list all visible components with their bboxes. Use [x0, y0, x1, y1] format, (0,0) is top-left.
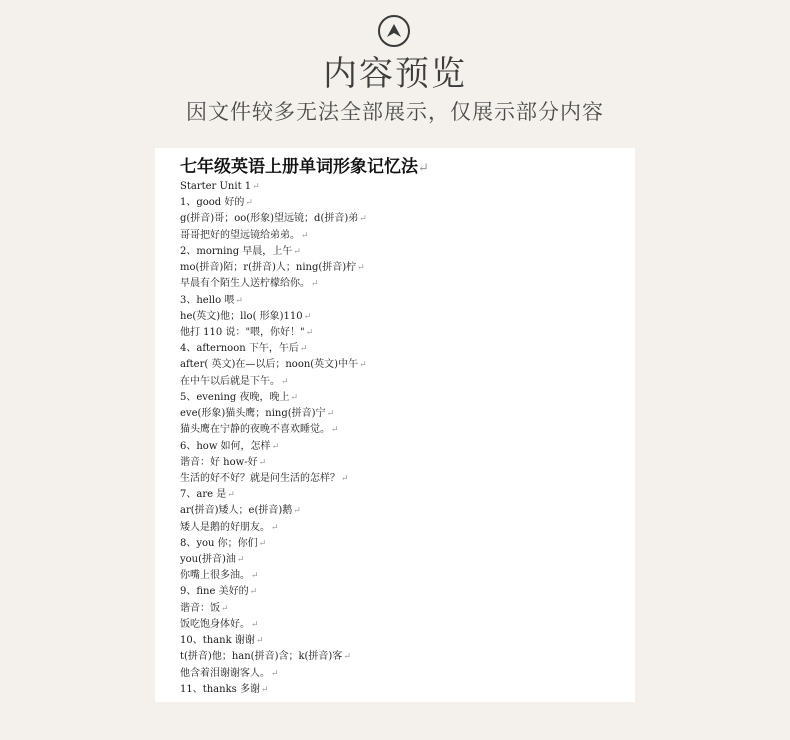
line-text: 他打 110 说："喂，你好！" — [180, 326, 305, 338]
document-line — [180, 325, 367, 341]
paragraph-mark: ↵ — [227, 490, 235, 501]
document-line — [180, 309, 367, 325]
paragraph-mark: ↵ — [301, 230, 309, 241]
document-line — [180, 179, 367, 195]
line-text: 饭吃饱身体好。 — [180, 618, 250, 630]
line-text: ar(拼音)矮人；e(拼音)鹅 — [180, 505, 293, 517]
document-body — [180, 179, 367, 698]
document-line — [180, 682, 367, 698]
document-line — [180, 633, 367, 649]
paragraph-mark: ↵ — [245, 198, 253, 209]
document-line — [180, 406, 367, 422]
paragraph-mark: ↵ — [359, 214, 367, 225]
line-text: 早晨有个陌生人送柠檬给你。 — [180, 278, 310, 290]
document-line — [180, 422, 367, 438]
document-line — [180, 601, 367, 617]
line-text: 矮人是鹅的好朋友。 — [180, 521, 270, 533]
document-line — [180, 552, 367, 568]
paragraph-mark: ↵ — [251, 619, 259, 630]
page-subtitle: 因文件较多无法全部展示，仅展示部分内容 — [186, 100, 604, 124]
document-line — [180, 520, 367, 536]
document-line — [180, 536, 367, 552]
document-line — [180, 568, 367, 584]
document-line — [180, 617, 367, 633]
paragraph-mark: ↵ — [271, 668, 279, 679]
paragraph-mark: ↵ — [271, 441, 280, 452]
document-line — [180, 341, 367, 357]
paragraph-mark: ↵ — [303, 311, 312, 322]
document-line — [180, 584, 367, 600]
line-text: 9、fine 美好的 — [180, 586, 249, 598]
line-text: you(拼音)油 — [180, 554, 236, 566]
line-text: 他含着泪谢谢客人。 — [180, 667, 270, 679]
line-text: 7、are 是 — [180, 489, 227, 501]
document-line — [180, 228, 367, 244]
paragraph-mark: ↵ — [290, 392, 299, 403]
line-text: 2、morning 早晨，上午 — [180, 245, 293, 257]
paragraph-mark: ↵ — [326, 409, 335, 420]
document-line — [180, 439, 367, 455]
paragraph-mark: ↵ — [311, 279, 319, 290]
arrow-up-icon — [384, 21, 404, 41]
paragraph-mark: ↵ — [293, 506, 301, 517]
document-line — [180, 357, 367, 373]
paragraph-mark: ↵ — [299, 344, 308, 355]
document-line — [180, 244, 367, 260]
line-text: 8、you 你；你们 — [180, 537, 258, 549]
document-line — [180, 649, 367, 665]
line-text: Starter Unit 1 — [180, 181, 252, 192]
page-title: 内容预览 — [323, 54, 467, 94]
document-title: 七年级英语上册单词形象记忆法↵ — [180, 157, 429, 177]
line-text: 谐音：好 how-好 — [180, 456, 258, 468]
line-text: after( 英文)在—以后；noon(英文)中午 — [180, 359, 359, 371]
paragraph-mark: ↵ — [255, 636, 264, 647]
paragraph-mark: ↵ — [331, 425, 339, 436]
paragraph-mark: ↵ — [305, 327, 314, 338]
paragraph-mark: ↵ — [359, 360, 367, 371]
paragraph-mark: ↵ — [252, 182, 260, 192]
line-text: 你嘴上很多油。 — [180, 570, 250, 582]
line-text: 谐音：饭 — [180, 602, 220, 614]
document-line — [180, 666, 367, 682]
line-text: 3、hello 喂 — [180, 294, 235, 306]
line-text: 11、thanks 多谢 — [180, 683, 260, 695]
line-text: 哥哥把好的望远镜给弟弟。 — [180, 229, 300, 241]
line-text: mo(拼音)陌；r(拼音)人；ning(拼音)柠 — [180, 262, 357, 274]
document-line — [180, 503, 367, 519]
paragraph-mark: ↵ — [271, 522, 279, 533]
document-line — [180, 276, 367, 292]
paragraph-mark: ↵ — [221, 603, 229, 614]
line-text: t(拼音)他；han(拼音)含；k(拼音)客 — [180, 651, 343, 663]
line-text: 6、how 如何，怎样 — [180, 440, 271, 452]
paragraph-mark: ↵ — [357, 263, 365, 274]
line-text: 10、thank 谢谢 — [180, 635, 255, 647]
paragraph-mark: ↵ — [341, 473, 349, 484]
paragraph-mark: ↵ — [258, 457, 267, 468]
document-line — [180, 487, 367, 503]
document-line — [180, 374, 367, 390]
line-text: g(拼音)哥；oo(形象)望远镜；d(拼音)弟 — [180, 213, 359, 225]
document-line — [180, 195, 367, 211]
document-line — [180, 293, 367, 309]
document-line — [180, 211, 367, 227]
logo-icon — [378, 15, 410, 47]
line-text: 1、good 好的 — [180, 197, 245, 209]
paragraph-mark: ↵ — [293, 246, 301, 257]
document-line — [180, 471, 367, 487]
document-preview — [155, 148, 635, 702]
paragraph-mark: ↵ — [236, 555, 245, 566]
line-text: he(英文)他；llo( 形象)110 — [180, 310, 303, 322]
document-line — [180, 455, 367, 471]
paragraph-mark: ↵ — [258, 538, 267, 549]
line-text: 在中午以后就是下午。 — [180, 375, 280, 387]
paragraph-mark: ↵ — [235, 295, 243, 306]
line-text: 生活的好不好？就是问生活的怎样？ — [180, 472, 340, 484]
line-text: 4、afternoon 下午，午后 — [180, 343, 299, 355]
paragraph-mark: ↵ — [249, 587, 258, 598]
paragraph-mark: ↵ — [343, 652, 351, 663]
line-text: eve(形象)猫头鹰；ning(拼音)宁 — [180, 408, 326, 420]
paragraph-mark: ↵ — [260, 684, 269, 695]
paragraph-mark: ↵ — [251, 571, 259, 582]
document-line — [180, 390, 367, 406]
paragraph-mark: ↵ — [281, 376, 289, 387]
line-text: 5、evening 夜晚，晚上 — [180, 391, 290, 403]
line-text: 猫头鹰在宁静的夜晚不喜欢睡觉。 — [180, 424, 330, 436]
document-line — [180, 260, 367, 276]
